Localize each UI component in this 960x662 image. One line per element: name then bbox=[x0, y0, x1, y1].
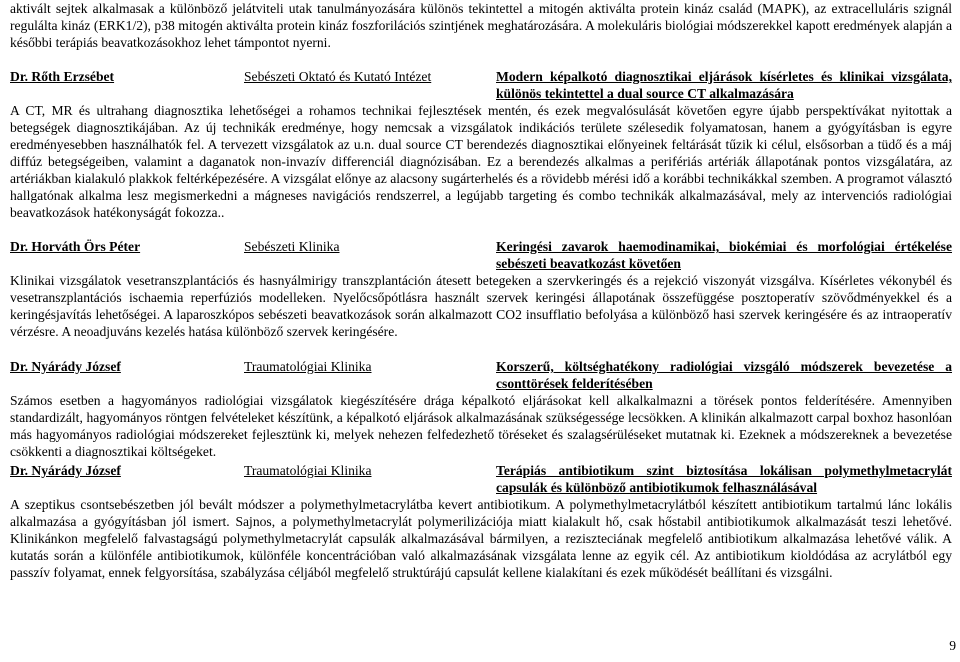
topic-title: Terápiás antibiotikum szint biztosítása lokálisan polymethylmetacrylát capsulák és különböző antibiotikumok felhasználásával bbox=[496, 463, 952, 495]
topic-header bbox=[10, 238, 952, 272]
topic-header bbox=[10, 462, 952, 496]
topic-author: Dr. Rőth Erzsébet bbox=[10, 69, 115, 84]
topic-body: Számos esetben a hagyományos radiológiai vizsgálatok kiegészítésére drága képalkotó eljárásokat kell alkalkalmazni a törések pontos felderítésére. Amennyiben standardizált, hagyományos röntgen felvételeket készítünk, a képalkotó eljárások alkalmazásának szükségessége lecsökken. A klinikán alkalmazott carpal boxhoz hasonlóan más hagyományos radiológiai módszereket fejlesztünk ki, melyek nehezen felfedezhető töréseket és szalagsérüléseket mutatnak ki. Ezeknek a módszereknek a bevezetése csökkenti a diagnosztikai költségeket. bbox=[10, 393, 952, 459]
topic-header bbox=[10, 358, 952, 392]
topic-author: Dr. Horváth Örs Péter bbox=[10, 239, 141, 254]
topic-4 bbox=[10, 462, 952, 581]
topic-institute: Sebészeti Oktató és Kutató Intézet bbox=[244, 69, 432, 84]
topic-title: Korszerű, költséghatékony radiológiai vizsgáló módszerek bevezetése a csonttörések felderítésében bbox=[496, 359, 952, 391]
topic-title: Modern képalkotó diagnosztikai eljárások kísérletes és klinikai vizsgálata, különös tekintettel a dual source CT alkalmazására bbox=[496, 69, 952, 101]
topic-author: Dr. Nyárády József bbox=[10, 463, 121, 478]
topic-title: Keringési zavarok haemodinamikai, biokémiai és morfológiai értékelése sebészeti beavatkozást követően bbox=[496, 239, 952, 271]
topic-institute: Traumatológiai Klinika bbox=[244, 359, 372, 374]
page-number: 9 bbox=[949, 638, 956, 653]
topic-body: Klinikai vizsgálatok vesetranszplantációs és hasnyálmirigy transzplantáción átesett betegeken a szervkeringés és a rejekció viszonyát vizsgálva. Kísérletes vékonybél és vesetranszplantációs ischaemia reperfúziós modelleken. Nyelőcsőpótlásra használt szervek keringési állapotának összefüggése posztoperatív szövődményekkel és a keringésjavítás lehetőségei. A laparoszkópos sebészeti beavatkozások során alkalmazott CO2 insufflatio befolyása a különböző hasi szervek keringésére és az intraoperatív vérzésre. A neoadjuváns kezelés hatása különböző szervek keringésére. bbox=[10, 273, 952, 339]
topic-2 bbox=[10, 238, 952, 340]
topic-body: A CT, MR és ultrahang diagnosztika lehetőségei a rohamos technikai fejlesztések mentén, és ezek megvalósulását követően egyre újabb perspektívákat nyitottak a betegségek diagnosztikájában. Az új technikák eredménye, hogy nemcsak a vizsgálatok indikációs területe szélesedik folyamatosan, hanem a gyógyításban is egyre eredményesebben használhatók fel. A tervezett vizsgálatok az u.n. dual source CT berendezés diagnosztikai előnyeinek feltárását tűzik ki célul, elsősorban a tüdő és a máj diffúz betegségeiben, valamint a daganatok non-invazív differenciál diagnózisában. Ez a berendezés alkalmas a perifériás artériák állapotának pontos vizsgálatára, az artériákban kialakuló plakkok feltérképezésére. A vizsgálat előnye az alacsony sugárterhelés és a rövidebb mérési idő a korábbi technikákkal szemben. A programot választó hallgatónak alkalma lesz megismerkedni a mágneses navigációs rendszerrel, a legújabb targeting és combo technikák alkalmazásával, mely az intervenciós radiológiai beavatkozások hatékonyságát fokozza.. bbox=[10, 103, 952, 220]
topic-institute: Sebészeti Klinika bbox=[244, 239, 340, 254]
topic-3 bbox=[10, 358, 952, 460]
topic-1 bbox=[10, 68, 952, 221]
topic-body: A szeptikus csontsebészetben jól bevált módszer a polymethylmetacrylátba kevert antibiotikum. A polymethylmetacrylátból készített antibiotikum tartalmú lánc lokális alkalmazása a gyógyításban jól ismert. Sajnos, a polymethylmetacrylát polymerilizációja miatt kialakult hő, csak hőstabil antibiotikumok alkalmazását teszi lehetővé. Klinikánkon megfelelő falvastagságú polymethylmetacrylát capsulák alkalmazásával bármilyen, a reziszteciának megfelelő antibiotikum alkalmazása lehetővé válik. A kutatás során a különféle antibiotikumok, különféle koncentrációban való alkalmazásának vizsgálata lenne az egyik cél. Az antibiotikum kioldódása az acrylátból egy passzív folyamat, ennek felgyorsítása, szabályzása céljából megfelelő struktúrájú capsulát kellene kialakítani és ezek működését beállítani és vizsgálni. bbox=[10, 497, 952, 580]
topic-header bbox=[10, 68, 952, 102]
intro-paragraph: aktivált sejtek alkalmasak a különböző jelátviteli utak tanulmányozására különös tekintettel a mitogén aktiválta protein kináz család (MAPK), az extracelluláris szignál regulálta kináz (ERK1/2), p38 mitogén aktiválta protein kináz foszforilációs szintjének meghatározására. A molekuláris biológiai módszerekkel kapott eredmények alapján a későbbi terápiás beavatkozásokhoz lehet támpontot nyerni. bbox=[10, 1, 952, 50]
topic-institute: Traumatológiai Klinika bbox=[244, 463, 372, 478]
intro-section bbox=[10, 0, 952, 51]
topic-author: Dr. Nyárády József bbox=[10, 359, 121, 374]
